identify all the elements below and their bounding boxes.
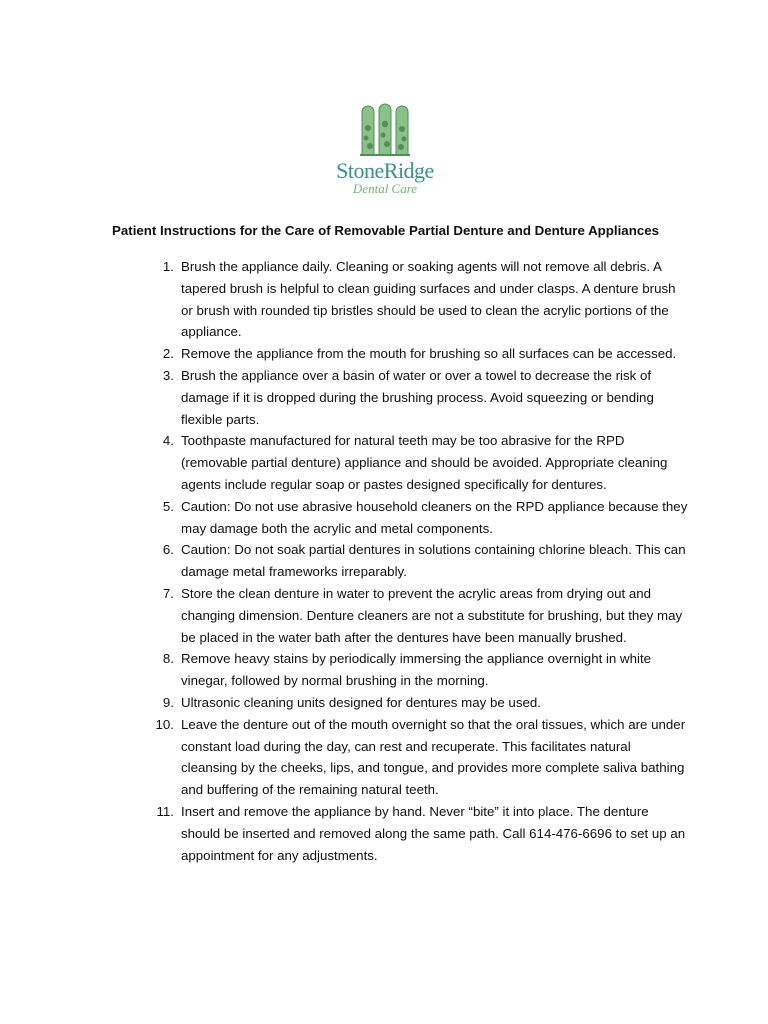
item-text: Remove the appliance from the mouth for brushing so all surfaces can be accessed. — [181, 346, 677, 362]
logo-subtitle: Dental Care — [352, 181, 418, 196]
item-number: 7. — [162, 585, 174, 601]
company-logo — [320, 102, 450, 198]
item-text: Brush the appliance over a basin of water or over a towel to decrease the risk of damage if it is dropped during the brushing process. Avoid squeezing or bending flexible parts. — [181, 367, 654, 427]
list-item — [150, 801, 690, 866]
list-item — [150, 430, 690, 495]
item-number: 3. — [162, 367, 174, 383]
list-item — [150, 343, 690, 365]
list-item — [150, 496, 690, 540]
list-item — [150, 256, 690, 343]
item-text: Brush the appliance daily. Cleaning or soaking agents will not remove all debris. A tapered brush is helpful to clean guiding surfaces and under clasps. A denture brush or brush with rounded tip bristles should be used to clean the acrylic portions of the appliance. — [181, 259, 676, 340]
item-number: 11. — [156, 803, 174, 819]
item-text: Caution: Do not soak partial dentures in solutions containing chlorine bleach. This can damage metal frameworks irreparably. — [181, 542, 686, 580]
list-item — [150, 365, 690, 430]
item-text: Insert and remove the appliance by hand. Never “bite” it into place. The denture should be inserted and removed along the same path. Call 614-476-6696 to set up an appointment for any adjustments. — [181, 803, 686, 863]
list-item — [150, 539, 690, 583]
item-text: Toothpaste manufactured for natural teeth may be too abrasive for the RPD (removable partial denture) appliance and should be avoided. Appropriate cleaning agents include regular soap or pastes designed specifically for dentures. — [181, 433, 668, 492]
item-number: 2. — [162, 346, 174, 362]
list-item — [150, 648, 690, 692]
item-number: 1. — [162, 259, 174, 274]
item-number: 6. — [162, 542, 174, 558]
item-text: Remove heavy stains by periodically immersing the appliance overnight in white vinegar, followed by normal brushing in the morning. — [181, 651, 652, 689]
document-title: Patient Instructions for the Care of Removable Partial Denture and Denture Appliances — [112, 223, 660, 238]
item-number: 10. — [155, 716, 174, 732]
logo-name: StoneRidge — [336, 158, 434, 183]
item-number: 9. — [162, 694, 174, 710]
list-item — [150, 583, 690, 648]
item-number: 4. — [162, 433, 174, 449]
item-text: Caution: Do not use abrasive household cleaners on the RPD appliance because they may damage both the acrylic and metal components. — [181, 498, 688, 536]
item-number: 8. — [162, 651, 174, 667]
item-number: 5. — [162, 498, 174, 514]
item-text: Leave the denture out of the mouth overnight so that the oral tissues, which are under constant load during the day, can rest and recuperate. This facilitates natural cleansing by the cheeks, lips, and tongue, and provides more complete saliva bathing and buffering of the remaining natural teeth. — [181, 716, 686, 798]
list-item — [150, 692, 690, 714]
item-text: Store the clean denture in water to prevent the acrylic areas from drying out and changing dimension. Denture cleaners are not a substitute for brushing, but they may be placed in the water bath after the dentures have been manually brushed. — [181, 585, 683, 645]
list-item — [150, 714, 690, 801]
arches-emblem-icon — [360, 102, 410, 156]
instructions-list — [150, 256, 690, 866]
item-text: Ultrasonic cleaning units designed for dentures may be used. — [181, 694, 541, 710]
